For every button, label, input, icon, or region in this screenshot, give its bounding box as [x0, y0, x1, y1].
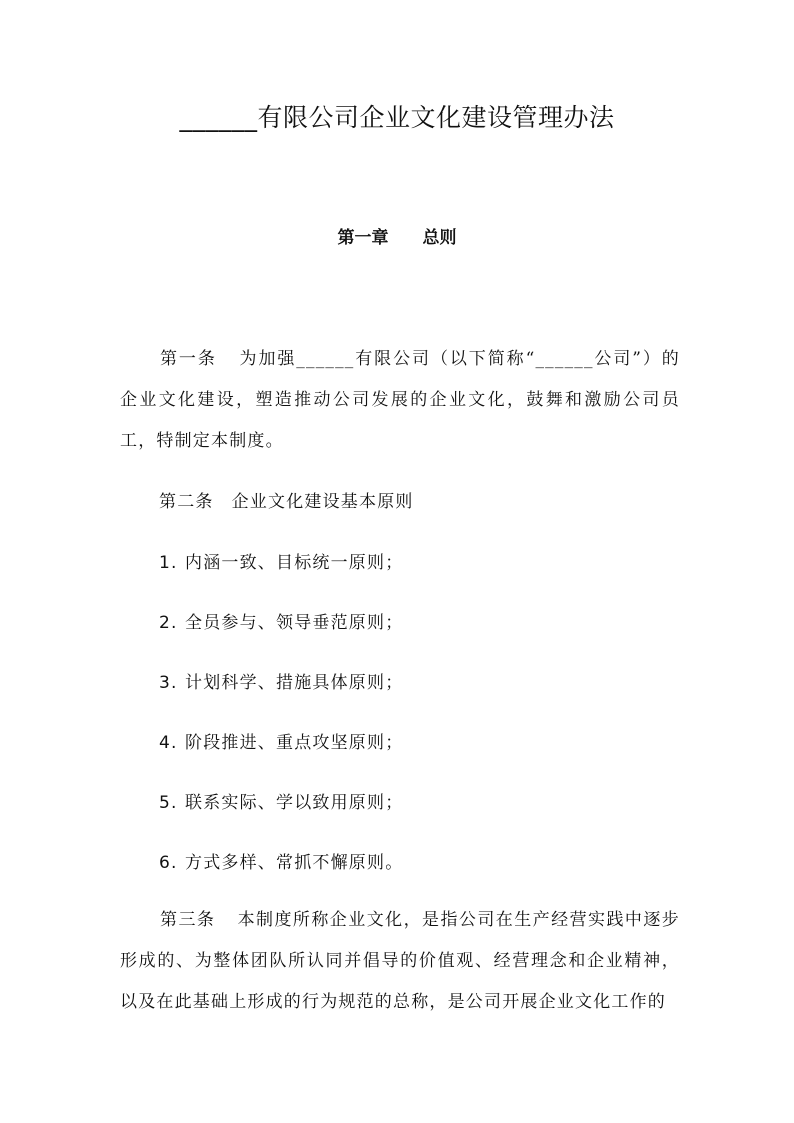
- chapter-heading: [0, 226, 794, 250]
- document-title: ______有限公司企业文化建设管理办法: [179, 103, 615, 132]
- article-2-label: 第二条: [159, 492, 214, 512]
- list-item-number: 5.: [159, 793, 178, 813]
- chapter-name: 总则: [422, 228, 457, 248]
- list-item: [159, 731, 403, 755]
- article-3-paragraph: [120, 900, 680, 1023]
- list-item: [159, 611, 403, 635]
- list-item-text: 计划科学、措施具体原则；: [185, 673, 404, 693]
- article-1-paragraph: [120, 339, 680, 462]
- list-item-text: 联系实际、学以致用原则；: [185, 793, 404, 813]
- list-item-text: 内涵一致、目标统一原则；: [185, 553, 404, 573]
- list-item-number: 2.: [159, 613, 178, 633]
- article-3-text: 本制度所称企业文化，是指公司在生产经营实践中逐步形成的、为整体团队所认同并倡导的价值观、经营理念和企业精神，以及在此基础上形成的行为规范的总称，是公司开展企业文化工作的: [120, 910, 680, 1012]
- chapter-number: 第一章: [337, 228, 389, 248]
- list-item-text: 方式多样、常抓不懈原则。: [185, 853, 404, 873]
- list-item-number: 1.: [159, 553, 178, 573]
- article-3-label: 第三条: [160, 910, 216, 930]
- article-2-paragraph: [159, 490, 414, 514]
- list-item: [159, 791, 403, 815]
- list-item-text: 阶段推进、重点攻坚原则；: [185, 733, 404, 753]
- list-item: [159, 551, 403, 575]
- article-1-label: 第一条: [160, 349, 217, 369]
- list-item: [159, 851, 403, 875]
- list-item-number: 3.: [159, 673, 178, 693]
- list-item-text: 全员参与、领导垂范原则；: [185, 613, 404, 633]
- list-item-number: 4.: [159, 733, 178, 753]
- list-item: [159, 671, 403, 695]
- list-item-number: 6.: [159, 853, 178, 873]
- article-2-text: 企业文化建设基本原则: [231, 492, 414, 512]
- article-1-text: 为加强______有限公司（以下简称“______公司”）的企业文化建设，塑造推动公司发展的企业文化，鼓舞和激励公司员工，特制定本制度。: [120, 349, 680, 451]
